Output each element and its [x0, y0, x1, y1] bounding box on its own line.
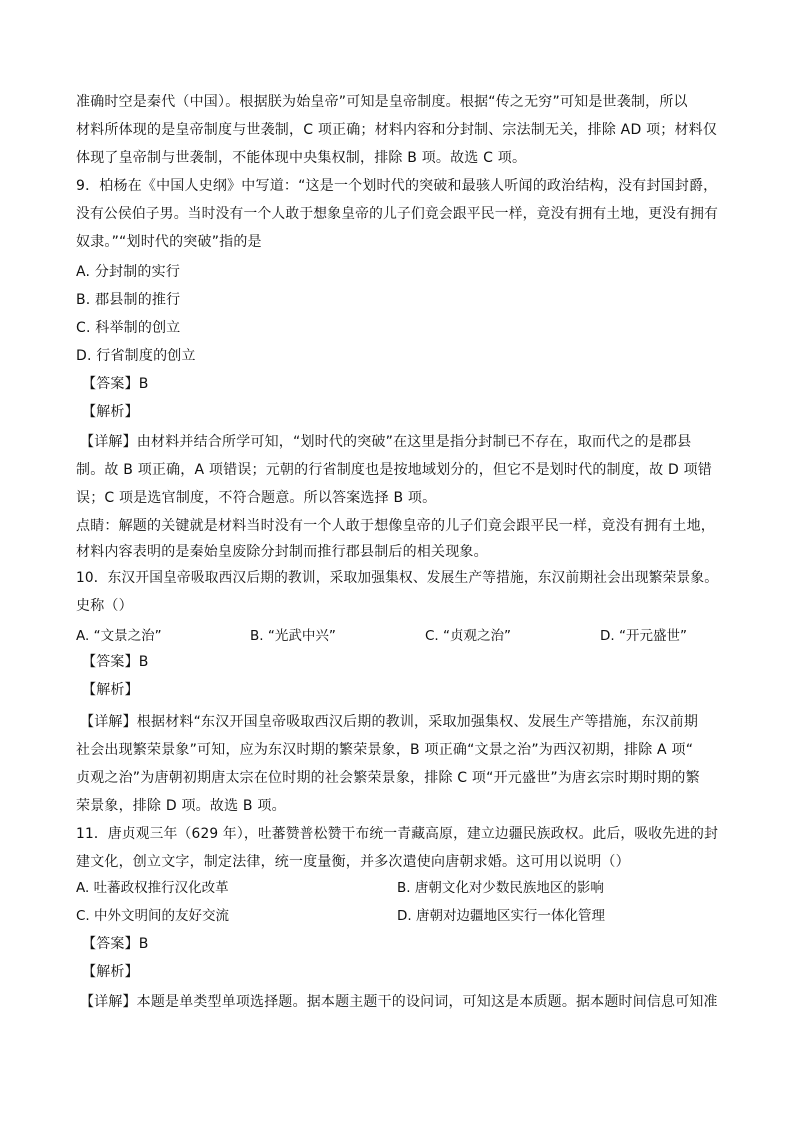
- answer-label: 【答案】B: [82, 376, 149, 392]
- analysis-label: 【解析】: [82, 964, 139, 980]
- question-9-option-b: B. 郡县制的推行: [76, 292, 181, 308]
- question-11-stem: 11．唐贞观三年（629 年），吐蕃赞普松赞干布统一青藏高原，建立边疆民族政权。此后，吸收先进的封: [76, 826, 719, 842]
- explanation-text: 社会出现繁荣景象”可知，应为东汉时期的繁荣景象，B 项正确“文景之治”为西汉初期，排除 A 项“: [76, 742, 694, 758]
- explanation-text: 【详解】由材料并结合所学可知，“划时代的突破”在这里是指分封制已不存在，取而代之的是郡县: [80, 434, 692, 450]
- tip-text: 材料内容表明的是秦始皇废除分封制而推行郡县制后的相关现象。: [76, 544, 488, 560]
- explanation-text: 荣景象，排除 D 项。故选 B 项。: [76, 798, 286, 814]
- question-10-stem: 史称（）: [76, 598, 133, 614]
- explanation-text: 误；C 项是选官制度，不符合题意。所以答案选择 B 项。: [76, 490, 437, 506]
- explanation-text: 贞观之治”为唐朝初期唐太宗在位时期的社会繁荣景象，排除 C 项“开元盛世”为唐玄宗时期时期的繁: [76, 770, 700, 786]
- text-line: 体现了皇帝制与世袭制，不能体现中央集权制，排除 B 项。故选 C 项。: [76, 150, 527, 166]
- analysis-label: 【解析】: [82, 682, 139, 698]
- explanation-text: 【详解】根据材料“东汉开国皇帝吸取西汉后期的教训，采取加强集权、发展生产等措施，东汉前期: [80, 714, 699, 730]
- question-11-option-a: A. 吐蕃政权推行汉化改革: [76, 880, 229, 896]
- question-10-option-d: D. “开元盛世”: [600, 628, 687, 644]
- question-9-stem: 没有公侯伯子男。当时没有一个人敢于想象皇帝的儿子们竟会跟平民一样，竟没有拥有土地，更没有拥有: [76, 206, 719, 222]
- explanation-text: 制。故 B 项正确，A 项错误；元朝的行省制度也是按地域划分的，但它不是划时代的制度，故 D 项错: [76, 462, 713, 478]
- question-11-option-d: D. 唐朝对边疆地区实行一体化管理: [397, 908, 605, 924]
- analysis-label: 【解析】: [82, 404, 139, 420]
- question-10-stem: 10．东汉开国皇帝吸取西汉后期的教训，采取加强集权、发展生产等措施，东汉前期社会出现繁荣景象。: [76, 570, 719, 586]
- question-9-option-a: A. 分封制的实行: [76, 264, 181, 280]
- question-9-option-d: D. 行省制度的创立: [76, 348, 196, 364]
- text-line: 准确时空是秦代（中国）。根据朕为始皇帝”可知是皇帝制度。根据“传之无穷”可知是世袭制，所以: [76, 94, 688, 110]
- question-9-option-c: C. 科举制的创立: [76, 320, 181, 336]
- question-10-option-b: B. “光武中兴”: [250, 628, 336, 644]
- question-11-option-c: C. 中外文明间的友好交流: [76, 908, 230, 924]
- question-11-option-b: B. 唐朝文化对少数民族地区的影响: [397, 880, 604, 896]
- tip-text: 点睛：解题的关键就是材料当时没有一个人敢于想像皇帝的儿子们竟会跟平民一样，竟没有拥有土地，: [76, 518, 715, 534]
- question-11-stem: 建文化，创立文字，制定法律，统一度量衡，并多次遣使向唐朝求婚。这可用以说明（）: [76, 854, 630, 870]
- question-9-stem: 奴隶。”“划时代的突破”指的是: [76, 234, 262, 250]
- question-10-option-c: C. “贞观之治”: [425, 628, 511, 644]
- question-9-stem: 9．柏杨在《中国人史纲》中写道：“这是一个划时代的突破和最骇人听闻的政治结构，没有封国封爵，: [76, 178, 718, 194]
- answer-label: 【答案】B: [82, 936, 149, 952]
- answer-label: 【答案】B: [82, 654, 149, 670]
- explanation-text: 【详解】本题是单类型单项选择题。据本题主题干的设问词，可知这是本质题。据本题时间信息可知准: [80, 994, 718, 1010]
- question-10-option-a: A. “文景之治”: [76, 628, 162, 644]
- text-line: 材料所体现的是皇帝制度与世袭制，C 项正确；材料内容和分封制、宗法制无关，排除 AD 项；材料仅: [76, 122, 718, 138]
